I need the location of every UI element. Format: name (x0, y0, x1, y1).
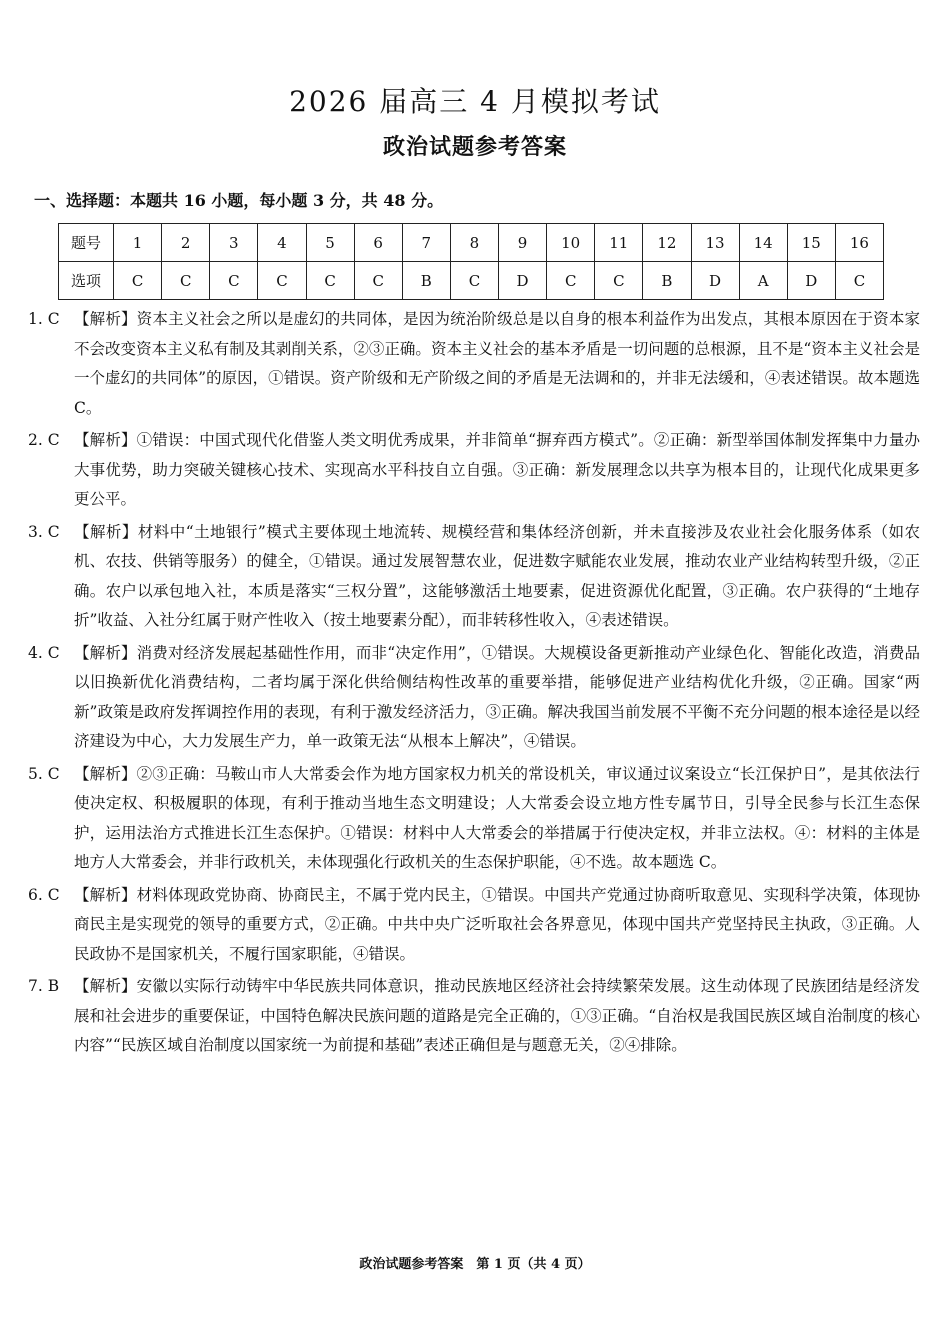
question-number: 6 (354, 224, 402, 262)
answer-cell: C (162, 262, 210, 300)
item-text: 【解析】②③正确：马鞍山市人大常委会作为地方国家权力机关的常设机关，审议通过议案设立“长江保护日”，是其依法行使决定权、积极履职的体现，有利于推动当地生态文明建设；人大常委会设立地方性专属节日，引导全民参与长江生态保护，运用法治方式推进长江生态保护。①错误：材料中人大常委会的举措属于行使决定权，并非立法权。④：材料的主体是地方人大常委会，并非行政机关，未体现强化行政机关的生态保护职能，④不选。故本题选 C。 (74, 764, 920, 871)
explanation-item (28, 518, 920, 636)
explanation-item (28, 881, 920, 970)
item-number: 6. C (28, 885, 60, 904)
question-number: 11 (595, 224, 643, 262)
item-text: 【解析】安徽以实际行动铸牢中华民族共同体意识，推动民族地区经济社会持续繁荣发展。这生动体现了民族团结是经济发展和社会进步的重要保证，中国特色解决民族问题的道路是完全正确的，①③正确。“自治权是我国民族区域自治制度的核心内容”“民族区域自治制度以国家统一为前提和基础”表述正确但是与题意无关，②④排除。 (74, 977, 920, 1054)
item-text: 【解析】材料中“土地银行”模式主要体现土地流转、规模经营和集体经济创新，并未直接涉及农业社会化服务体系（如农机、农技、供销等服务）的健全，①错误。通过发展智慧农业，促进数字赋能农业发展，推动农业产业结构转型升级，②正确。农户以承包地入社，本质是落实“三权分置”，这能够激活土地要素，促进资源优化配置，③正确。农户获得的“土地存折”收益、入社分红属于财产性收入（按土地要素分配），而非转移性收入，④表述错误。 (74, 522, 920, 629)
row-label: 题号 (59, 224, 114, 262)
item-number: 4. C (28, 643, 60, 662)
answer-cell: C (547, 262, 595, 300)
answer-cell: C (835, 262, 883, 300)
question-number: 14 (739, 224, 787, 262)
question-number: 16 (835, 224, 883, 262)
item-number: 5. C (28, 764, 60, 783)
item-number: 7. B (28, 977, 60, 995)
question-number: 2 (162, 224, 210, 262)
item-text: 【解析】消费对经济发展起基础性作用，而非“决定作用”，①错误。大规模设备更新推动产业绿色化、智能化改造，消费品以旧换新优化消费结构，二者均属于深化供给侧结构性改革的重要举措，能够促进产业结构优化升级，②正确。国家“两新”政策是政府发挥调控作用的表现，有利于激发经济活力，③正确。解决我国当前发展不平衡不充分问题的根本途径是以经济建设为中心，大力发展生产力，单一政策无法“从根本上解决”，④错误。 (74, 643, 920, 750)
item-text: 【解析】①错误：中国式现代化借鉴人类文明优秀成果，并非简单“摒弃西方模式”。②正确：新型举国体制发挥集中力量办大事优势，助力突破关键核心技术、实现高水平科技自立自强。③正确：新发展理念以共享为根本目的，让现代化成果更多更公平。 (74, 431, 920, 508)
item-text: 【解析】资本主义社会之所以是虚幻的共同体，是因为统治阶级总是以自身的根本利益作为出发点，其根本原因在于资本家不会改变资本主义私有制及其剥削关系，②③正确。资本主义社会的基本矛盾是一切问题的总根源，且不是“资本主义社会是一个虚幻的共同体”的原因，①错误。资产阶级和无产阶级之间的矛盾是无法调和的，并非无法缓和，④表述错误。故本题选 C。 (74, 310, 920, 417)
answer-cell: A (739, 262, 787, 300)
question-number-row (59, 224, 884, 262)
answer-cell: D (499, 262, 547, 300)
answer-cell: B (402, 262, 450, 300)
answer-row (59, 262, 884, 300)
answer-cell: C (114, 262, 162, 300)
answer-cell: C (595, 262, 643, 300)
question-number: 10 (547, 224, 595, 262)
answer-cell: D (787, 262, 835, 300)
explanation-item (28, 426, 920, 515)
row-label: 选项 (59, 262, 114, 300)
answer-cell: C (450, 262, 498, 300)
question-number: 12 (643, 224, 691, 262)
question-number: 5 (306, 224, 354, 262)
question-number: 15 (787, 224, 835, 262)
question-number: 1 (114, 224, 162, 262)
question-number: 8 (450, 224, 498, 262)
item-number: 3. C (28, 522, 60, 541)
explanation-item (28, 305, 920, 423)
answer-cell: C (306, 262, 354, 300)
page-subtitle: 政治试题参考答案 (382, 134, 567, 160)
question-number: 3 (210, 224, 258, 262)
explanation-list (28, 305, 920, 1064)
answer-cell: D (691, 262, 739, 300)
item-number: 1. C (28, 310, 60, 328)
explanation-item (28, 972, 920, 1061)
question-number: 4 (258, 224, 306, 262)
answer-cell: B (643, 262, 691, 300)
question-number: 13 (691, 224, 739, 262)
page-title: 2026 届高三 4 月模拟考试 (289, 85, 661, 118)
answer-cell: C (354, 262, 402, 300)
explanation-item (28, 760, 920, 878)
question-number: 9 (499, 224, 547, 262)
item-number: 2. C (28, 431, 60, 449)
answer-cell: C (210, 262, 258, 300)
item-text: 【解析】材料体现政党协商、协商民主，不属于党内民主，①错误。中国共产党通过协商听取意见、实现科学决策，体现协商民主是实现党的领导的重要方式，②正确。中共中央广泛听取社会各界意见，体现中国共产党坚持民主执政，③正确。人民政协不是国家机关，不履行国家职能，④错误。 (74, 885, 920, 963)
explanation-item (28, 639, 920, 757)
answer-table (58, 223, 884, 300)
answer-cell: C (258, 262, 306, 300)
page-footer: 政治试题参考答案 第 1 页（共 4 页） (359, 1257, 591, 1272)
section-heading: 一、选择题：本题共 16 小题，每小题 3 分，共 48 分。 (34, 191, 444, 210)
question-number: 7 (402, 224, 450, 262)
